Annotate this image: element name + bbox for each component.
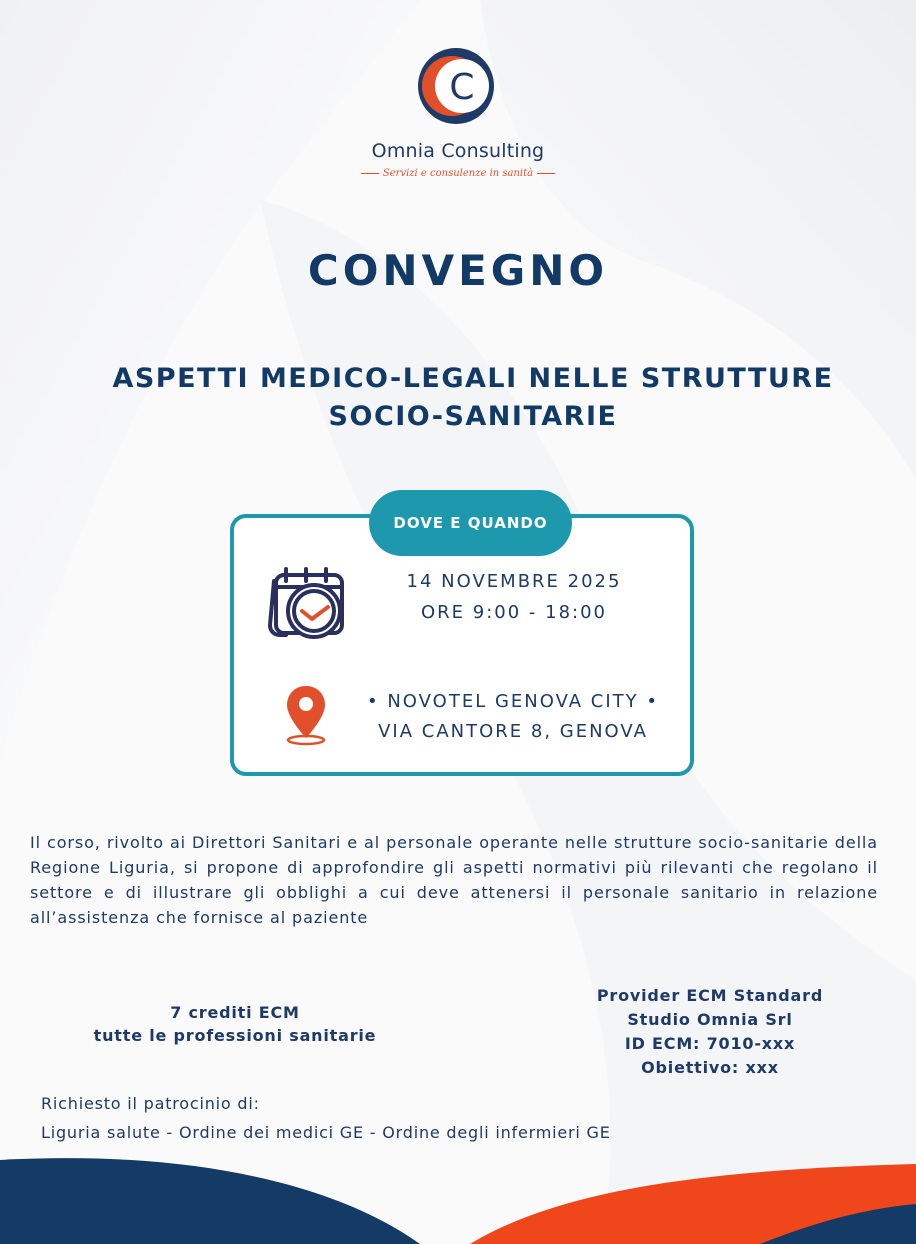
provider-line3: ID ECM: 7010-xxx [624,1034,796,1053]
provider-line1: Provider ECM Standard [596,986,824,1005]
calendar-clock-icon [264,565,348,643]
ecm-credits [30,1001,440,1047]
provider-line2: Studio Omnia Srl [627,1010,793,1029]
patronage-list: Liguria salute - Ordine dei medici GE - Ordine degli infermieri GE [41,1123,611,1142]
credits-line1: 7 crediti ECM [170,1003,300,1022]
provider-info [560,984,860,1080]
event-subtitle-line1: ASPETTI MEDICO-LEGALI NELLE STRUTTURE [112,363,834,394]
event-title: CONVEGNO [307,246,609,295]
provider-line4: Obiettivo: xxx [641,1058,779,1077]
brand-name: Omnia Consulting [371,140,545,162]
event-subtitle-line2: SOCIO-SANITARIE [328,401,618,432]
credits-line2: tutte le professioni sanitarie [93,1026,377,1045]
course-description: Il corso, rivolto ai Direttori Sanitari e al personale operante nelle strutture socio-sanitarie della Regione Liguria, si propone di approfondire gli aspetti normativi più rilevanti che regolano il settore e di illustrare gli obblighi a cui deve attenersi il personale sanitario in relazione all’assistenza che fornisce al paziente [30,833,878,927]
event-subtitle [40,360,906,436]
event-venue: • NOVOTEL GENOVA CITY • [367,691,659,712]
bottom-wave [0,1150,916,1244]
where-when-label: DOVE E QUANDO [369,490,572,556]
event-time: ORE 9:00 - 18:00 [420,602,607,623]
brand-tagline-text: Servizi e consulenze in sanità [382,168,534,179]
brand-tagline [0,168,916,179]
omnia-logo [414,44,498,128]
event-address: VIA CANTORE 8, GENOVA [378,721,648,742]
location-pin-icon [284,684,328,746]
event-date: 14 NOVEMBRE 2025 [406,571,622,592]
logo-letter: C [449,67,475,108]
patronage-heading: Richiesto il patrocinio di: [41,1094,260,1113]
